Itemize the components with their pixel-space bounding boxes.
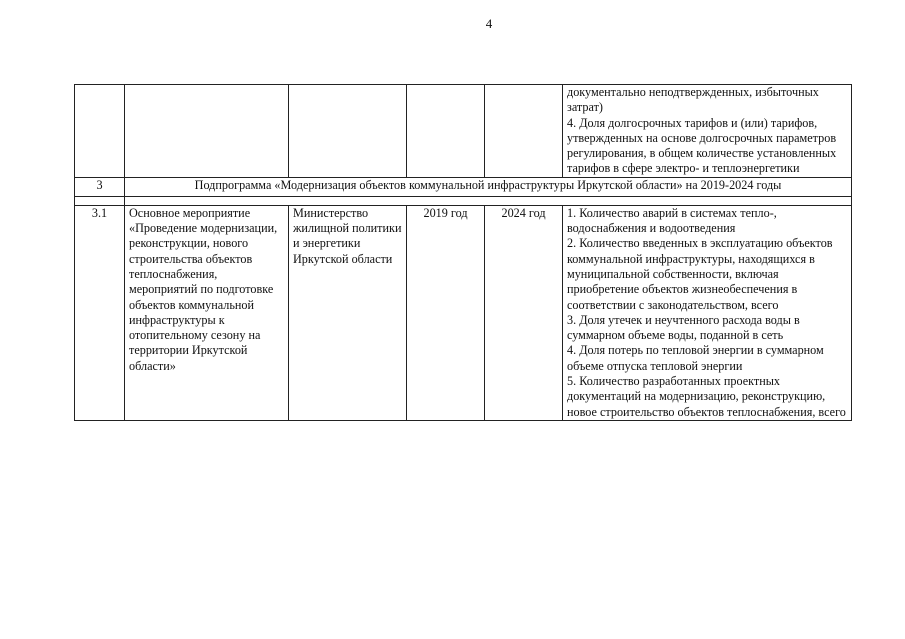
indicator-item: 3. Доля утечек и неучтенного расхода воды в суммарном объеме воды, поданной в сеть bbox=[567, 312, 800, 343]
indicator-item: 5. Количество разработанных проектных документаций на модернизацию, реконструкцию, новое строительство объектов теплоснабжения, всего bbox=[567, 374, 846, 419]
cell-number: 3.1 bbox=[75, 205, 125, 420]
cell-activity bbox=[125, 85, 289, 178]
cell-activity: Основное мероприятие «Проведение модернизации, реконструкции, нового строительства объектов теплоснабжения, мероприятий по подготовке объектов коммунальной инфраструктуры к отопительному сезону на территории Иркутской области» bbox=[125, 205, 289, 420]
cell-executor: Министерство жилищной политики и энергетики Иркутской области bbox=[289, 205, 407, 420]
cell-indicators bbox=[563, 85, 852, 178]
cell-end-year: 2024 год bbox=[485, 205, 563, 420]
cell-executor bbox=[289, 85, 407, 178]
cell-indicators bbox=[563, 205, 852, 420]
program-table bbox=[74, 84, 852, 421]
cell-end-year bbox=[485, 85, 563, 178]
table-row-continuation bbox=[75, 85, 852, 178]
indicator-item: 1. Количество аварий в системах тепло-, водоснабжения и водоотведения bbox=[567, 205, 777, 236]
indicator-item: документально неподтвержденных, избыточных затрат) bbox=[567, 85, 819, 115]
indicator-item: 4. Доля потерь по тепловой энергии в суммарном объеме отпуска тепловой энергии bbox=[567, 343, 824, 373]
subprogram-row bbox=[75, 177, 852, 196]
spacer-row bbox=[75, 196, 852, 205]
subprogram-title: Подпрограмма «Модернизация объектов коммунальной инфраструктуры Иркутской области» на 2019-2024 годы bbox=[125, 177, 852, 196]
cell-start-year: 2019 год bbox=[407, 205, 485, 420]
indicator-item: 2. Количество введенных в эксплуатацию объектов коммунальной инфраструктуры, находящихся в муниципальной собственности, включая приобретение объектов жизнеобеспечения в соответствии с законодательством, всего bbox=[567, 236, 833, 312]
page-number: 4 bbox=[485, 16, 493, 31]
cell-start-year bbox=[407, 85, 485, 178]
table-row-3-1 bbox=[75, 205, 852, 420]
cell-number bbox=[75, 85, 125, 178]
subprogram-number: 3 bbox=[75, 177, 125, 196]
indicator-item: 4. Доля долгосрочных тарифов и (или) тарифов, утвержденных на основе долгосрочных параметров регулирования, в общем количестве установленных тарифов в сфере электро- и теплоэнергетики bbox=[567, 115, 837, 176]
